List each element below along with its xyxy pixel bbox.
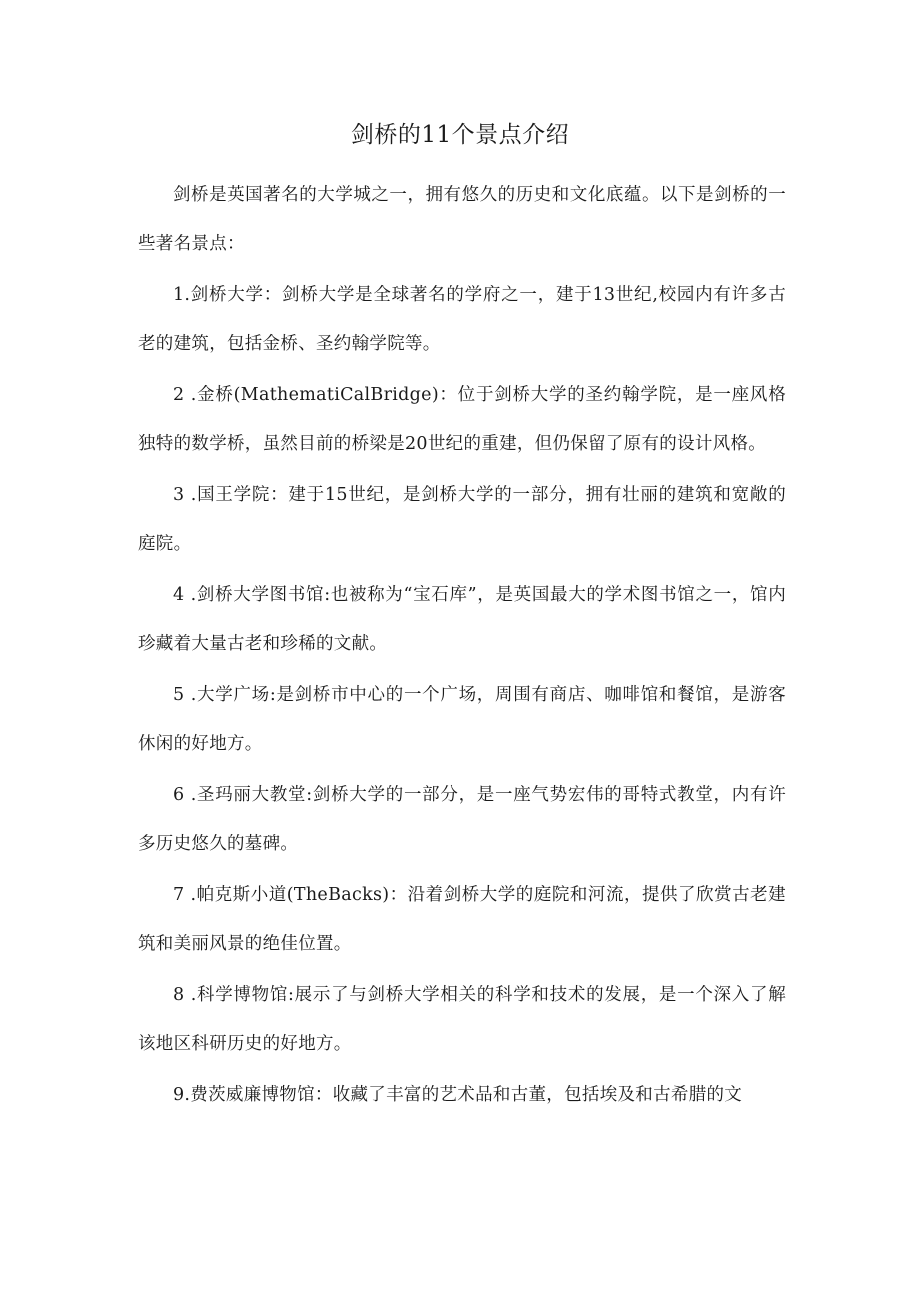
document-body [138,171,786,1123]
attraction-paragraph-9: 9.费茨威廉博物馆：收藏了丰富的艺术品和古董，包括埃及和古希腊的文 [173,1085,743,1105]
attraction-paragraph-8: 8 .科学博物馆:展示了与剑桥大学相关的科学和技术的发展，是一个深入了解该地区科研历史的好地方。 [138,985,786,1054]
attraction-paragraph-5: 5 .大学广场:是剑桥市中心的一个广场，周围有商店、咖啡馆和餐馆，是游客休闲的好地方。 [138,685,786,754]
attraction-paragraph-4: 4 .剑桥大学图书馆:也被称为“宝石库”，是英国最大的学术图书馆之一，馆内珍藏着大量古老和珍稀的文献。 [138,585,786,654]
attraction-paragraph-7: 7 .帕克斯小道(TheBacks)：沿着剑桥大学的庭院和河流，提供了欣赏古老建筑和美丽风景的绝佳位置。 [138,885,786,954]
attraction-paragraph-3: 3 .国王学院：建于15世纪，是剑桥大学的一部分，拥有壮丽的建筑和宽敞的庭院。 [138,485,786,554]
attraction-paragraph-6: 6 .圣玛丽大教堂:剑桥大学的一部分，是一座气势宏伟的哥特式教堂，内有许多历史悠久的墓碑。 [138,785,786,854]
attraction-paragraph-1: 1.剑桥大学：剑桥大学是全球著名的学府之一，建于13世纪,校园内有许多古老的建筑，包括金桥、圣约翰学院等。 [138,285,786,354]
document-title: 剑桥的11个景点介绍 [350,122,570,148]
attraction-paragraph-2: 2 .金桥(MathematiCalBridge)：位于剑桥大学的圣约翰学院，是一座风格独特的数学桥，虽然目前的桥梁是20世纪的重建，但仍保留了原有的设计风格。 [138,385,786,454]
intro-paragraph: 剑桥是英国著名的大学城之一，拥有悠久的历史和文化底蕴。以下是剑桥的一些著名景点： [138,185,786,254]
